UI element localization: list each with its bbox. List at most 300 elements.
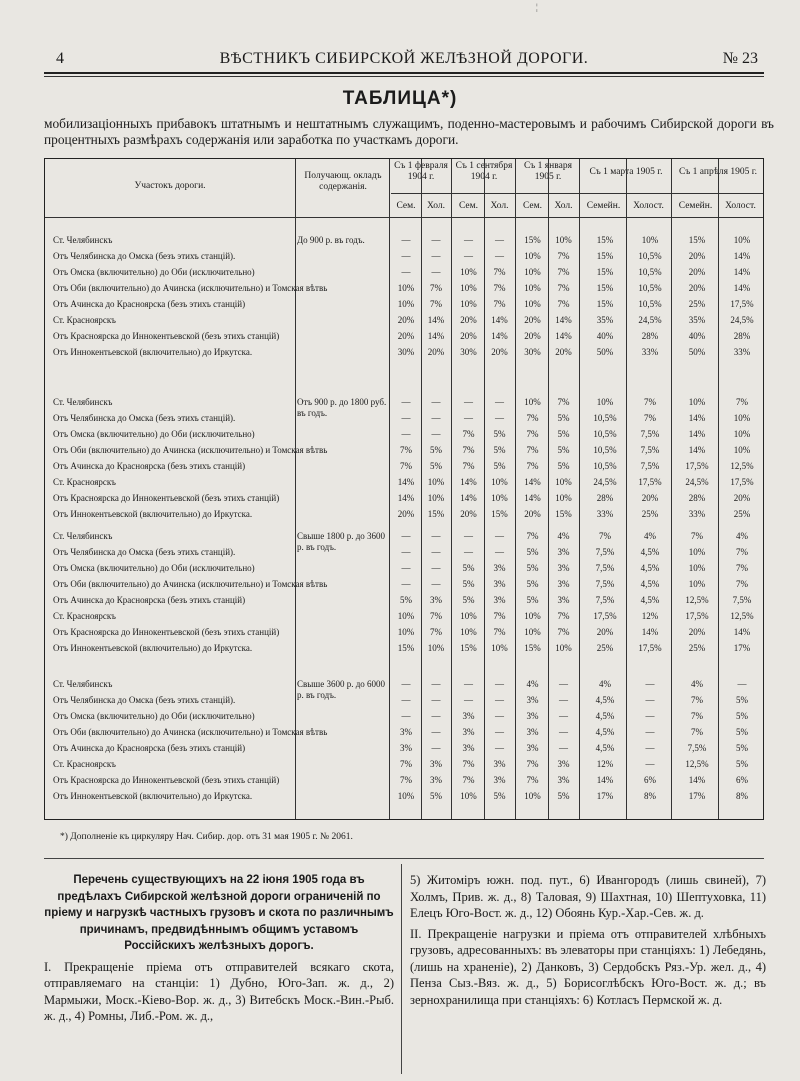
percent-cell: 10% (596, 397, 614, 407)
percent-cell: 25% (688, 643, 706, 653)
col-header-period-2: Съ 1 сентября 1904 г. (455, 161, 513, 182)
percent-cell: 10% (460, 611, 477, 621)
percent-cell: 15% (688, 235, 706, 245)
percent-cell: 17,5% (638, 477, 662, 487)
percent-cell: 7% (736, 547, 748, 557)
percent-cell: 25% (596, 643, 614, 653)
percent-cell: 14% (641, 627, 659, 637)
percent-cell: 4% (644, 531, 656, 541)
percent-cell: 5% (557, 791, 570, 801)
percent-cell: — (495, 743, 504, 753)
header-rule (44, 76, 764, 77)
percent-cell: 5% (736, 711, 748, 721)
percent-cell: 12% (641, 611, 659, 621)
station-label: Ст. Красноярскъ (53, 759, 116, 769)
percent-cell: 10% (427, 643, 445, 653)
percent-cell: 3% (557, 563, 570, 573)
percent-cell: 7% (400, 775, 412, 785)
percent-cell: 7,5% (640, 445, 660, 455)
sub-header-single-4: Холост. (633, 201, 664, 211)
edge-mark: ¦ (536, 2, 538, 12)
percent-cell: — (431, 711, 441, 721)
percent-cell: 3% (557, 775, 570, 785)
column-divider (401, 864, 402, 1074)
percent-cell: 3% (493, 595, 506, 605)
percent-cell: 4% (557, 531, 570, 541)
percent-cell: — (431, 579, 441, 589)
percent-cell: 20% (555, 347, 572, 357)
percent-cell: 10% (641, 235, 659, 245)
table-row (45, 775, 761, 785)
section-rule (44, 858, 764, 859)
percent-cell: 7% (526, 759, 539, 769)
percent-cell: — (495, 397, 504, 407)
percent-cell: — (645, 759, 655, 769)
percent-cell: 25% (641, 509, 659, 519)
percent-cell: — (495, 547, 504, 557)
station-label: Отъ Иннокентьевской (включительно) до Иркутска. (53, 643, 253, 653)
station-label: Отъ Челябинска до Омска (безъ этихъ станцій). (53, 695, 236, 705)
percent-cell: — (401, 397, 411, 407)
percent-cell: 20% (688, 251, 706, 261)
percent-cell: 10% (688, 397, 706, 407)
station-label: Отъ Оби (включительно) до Ачинска (исключительно) и Томская вѣтвь (53, 283, 328, 293)
percent-cell: 3% (462, 727, 475, 737)
percent-cell: 8% (736, 791, 748, 801)
percent-cell: 7% (557, 283, 570, 293)
percent-cell: 28% (596, 493, 614, 503)
percent-cell: — (401, 413, 411, 423)
percent-cell: 10% (397, 791, 415, 801)
percent-cell: 7% (691, 531, 703, 541)
percent-cell: 25% (733, 509, 751, 519)
table-row (45, 461, 761, 471)
percent-cell: 7% (462, 461, 475, 471)
percent-cell: 5% (462, 579, 475, 589)
percent-cell: 15% (397, 643, 415, 653)
percent-cell: — (401, 547, 411, 557)
percent-cell: — (431, 267, 441, 277)
percent-cell: 10,5% (593, 429, 617, 439)
percent-cell: 28% (733, 331, 751, 341)
percent-cell: 14% (460, 477, 477, 487)
table-row (45, 283, 761, 293)
percent-cell: 12,5% (685, 595, 709, 605)
col-header-period-3: Съ 1 января 1905 г. (524, 161, 572, 182)
percent-cell: 30% (460, 347, 477, 357)
col-header-salary: Получающ. окладъ содержанія. (304, 171, 382, 192)
percent-cell: 7% (526, 461, 539, 471)
station-label: Отъ Красноярска до Иннокентьевской (безъ этихъ станцій) (53, 331, 280, 341)
percent-cell: 14% (688, 413, 706, 423)
percent-cell: 15% (491, 509, 508, 519)
percent-cell: 20% (596, 627, 614, 637)
sub-header-single-1: Хол. (426, 201, 445, 211)
issue-number: № 23 (722, 50, 758, 67)
percent-cell: 3% (493, 775, 506, 785)
percent-cell: 10% (733, 413, 751, 423)
percent-cell: 25% (688, 299, 706, 309)
percent-cell: 10% (427, 477, 445, 487)
percent-cell: — (431, 251, 441, 261)
percent-cell: 14% (688, 775, 706, 785)
percent-cell: 20% (688, 267, 706, 277)
col-header-period-5: Съ 1 апрѣля 1905 г. (679, 167, 757, 177)
sub-header-single-3: Хол. (554, 201, 573, 211)
percent-cell: 3% (462, 743, 475, 753)
percent-cell: 5% (526, 563, 539, 573)
percent-cell: 30% (524, 347, 541, 357)
station-label: Отъ Омска (включительно) до Оби (исключительно) (53, 563, 255, 573)
percent-cell: 17,5% (593, 611, 617, 621)
percent-cell: 10% (555, 235, 572, 245)
percent-cell: — (464, 251, 473, 261)
header-subline (391, 193, 763, 194)
percent-cell: 10% (491, 643, 508, 653)
percent-cell: 7% (526, 413, 539, 423)
table-row (45, 563, 761, 573)
percent-cell: — (431, 563, 441, 573)
table-subtitle: мобилизаціонныхъ прибавокъ штатнымъ и нештатнымъ служащимъ, поденно-мастеровымъ и рабочимъ Сибирской дороги въ процентныхъ размѣрахъ содержанія или заработка по участкамъ дороги. (44, 116, 774, 147)
percent-cell: 10% (555, 643, 572, 653)
percent-cell: 40% (688, 331, 706, 341)
percent-cell: 5% (526, 579, 539, 589)
percent-cell: 10% (524, 283, 541, 293)
percent-cell: 24,5% (730, 315, 754, 325)
station-label: Отъ Оби (включительно) до Ачинска (исключительно) и Томская вѣтвь (53, 579, 328, 589)
percent-cell: — (401, 531, 411, 541)
percent-cell: 10,5% (593, 413, 617, 423)
percent-cell: 33% (733, 347, 751, 357)
percent-cell: 7% (691, 727, 703, 737)
percent-cell: 10% (733, 235, 751, 245)
percent-cell: 24,5% (685, 477, 709, 487)
col-header-section: Участокъ дороги. (134, 181, 206, 191)
percent-cell: 14% (555, 315, 572, 325)
percent-cell: — (431, 397, 441, 407)
percent-cell: 3% (462, 711, 475, 721)
percent-cell: — (464, 547, 473, 557)
percent-cell: 8% (644, 791, 656, 801)
percent-cell: 7% (400, 461, 412, 471)
percent-cell: 7% (691, 711, 703, 721)
station-label: Отъ Красноярска до Иннокентьевской (безъ этихъ станцій) (53, 775, 280, 785)
percent-cell: 10% (397, 611, 415, 621)
percent-cell: 10% (524, 397, 541, 407)
right-column (410, 872, 766, 1008)
percent-cell: 14% (397, 493, 415, 503)
percent-cell: 40% (596, 331, 614, 341)
percent-cell: 7,5% (732, 595, 752, 605)
table-row (45, 743, 761, 753)
sub-header-fam-5: Семейн. (678, 201, 713, 211)
percent-cell: 5% (526, 595, 539, 605)
percent-cell: — (559, 727, 568, 737)
percent-cell: 5% (526, 547, 539, 557)
list-heading: Перечень существующихъ на 22 іюня 1905 года въ предѣлахъ Сибирской желѣзной дороги ограниченій по пріему и нагрузкѣ частныхъ грузовъ и скота по различнымъ причинамъ, предвидѣннымъ общимъ уставомъ Россійскихъ желѣзныхъ дорогъ. (44, 874, 394, 952)
percent-cell: 20% (524, 315, 541, 325)
percent-cell: 3% (526, 743, 539, 753)
percent-cell: 4% (736, 531, 748, 541)
percent-cell: 24,5% (593, 477, 617, 487)
percent-cell: 4% (691, 679, 703, 689)
station-label: Отъ Оби (включительно) до Ачинска (исключительно) и Томская вѣтвь (53, 727, 328, 737)
sub-header-fam-3: Сем. (522, 201, 543, 211)
table-row (45, 267, 761, 277)
percent-cell: 5% (493, 429, 506, 439)
percent-cell: 10% (555, 493, 572, 503)
station-label: Отъ Красноярска до Иннокентьевской (безъ этихъ станцій) (53, 493, 280, 503)
footnote: *) Дополненіе къ циркуляру Нач. Сибир. дор. отъ 31 мая 1905 г. № 2061. (60, 832, 353, 842)
station-label: Ст. Челябинскъ (53, 397, 113, 407)
station-label: Ст. Красноярскъ (53, 477, 116, 487)
percent-cell: — (464, 397, 473, 407)
percent-cell: 6% (644, 775, 656, 785)
table-row (45, 413, 761, 423)
percent-cell: 20% (460, 315, 477, 325)
percent-cell: 14% (733, 267, 751, 277)
percent-cell: 15% (596, 235, 614, 245)
percent-cell: 10% (460, 299, 477, 309)
percent-cell: — (464, 695, 473, 705)
sub-header-fam-4: Семейн. (586, 201, 621, 211)
percent-cell: — (431, 531, 441, 541)
percent-cell: 7% (526, 429, 539, 439)
percent-cell: 10% (688, 579, 706, 589)
percent-cell: 15% (460, 643, 477, 653)
table-row (45, 347, 761, 357)
percent-cell: 20% (460, 331, 477, 341)
salary-bracket: Свыше 3600 р. до 6000 р. въ годъ. (297, 679, 386, 700)
percent-cell: 7% (493, 299, 506, 309)
station-label: Отъ Ачинска до Красноярска (безъ этихъ станцій) (53, 595, 246, 605)
percent-cell: 10% (460, 283, 477, 293)
percent-cell: 20% (397, 331, 415, 341)
percent-cell: 10% (524, 627, 541, 637)
percent-cell: 35% (596, 315, 614, 325)
percent-cell: 14% (688, 429, 706, 439)
percent-cell: 7% (736, 579, 748, 589)
percent-cell: 3% (493, 579, 506, 589)
table-row (45, 679, 761, 689)
percent-cell: — (495, 413, 504, 423)
percent-cell: 4,5% (595, 743, 615, 753)
percent-cell: 33% (596, 509, 614, 519)
percent-cell: 3% (557, 547, 570, 557)
percent-cell: 7% (430, 283, 442, 293)
table-row (45, 531, 761, 541)
station-label: Отъ Иннокентьевской (включительно) до Иркутска. (53, 347, 253, 357)
percent-cell: 10% (491, 477, 508, 487)
percent-cell: 7% (493, 267, 506, 277)
percent-cell: 20% (688, 283, 706, 293)
percent-cell: 14% (491, 331, 508, 341)
journal-title: ВѢСТНИКЪ СИБИРСКОЙ ЖЕЛѢЗНОЙ ДОРОГИ. (219, 50, 589, 67)
percent-cell: 20% (688, 627, 706, 637)
percent-cell: 3% (430, 595, 442, 605)
percent-cell: 10% (524, 299, 541, 309)
percent-cell: 20% (524, 331, 541, 341)
station-label: Ст. Челябинскъ (53, 679, 113, 689)
percent-cell: 7% (430, 627, 442, 637)
percent-cell: 17,5% (685, 611, 709, 621)
left-column (44, 872, 394, 1025)
percent-cell: 14% (524, 493, 541, 503)
percent-cell: 10% (427, 493, 445, 503)
station-label: Отъ Ачинска до Красноярска (безъ этихъ станцій) (53, 299, 246, 309)
percent-cell: — (401, 235, 411, 245)
percent-cell: 20% (460, 509, 477, 519)
percent-cell: 10% (524, 251, 541, 261)
percent-cell: — (464, 413, 473, 423)
percent-cell: 20% (733, 493, 751, 503)
station-label: Отъ Ачинска до Красноярска (безъ этихъ станцій) (53, 743, 246, 753)
percent-cell: — (645, 695, 655, 705)
percent-cell: 10,5% (638, 267, 662, 277)
percent-cell: 10% (524, 267, 541, 277)
percent-cell: — (464, 531, 473, 541)
percent-cell: — (495, 251, 504, 261)
list-paragraph-2: 5) Житоміръ южн. под. пут., 6) Ивангородъ (лишь свиней), 7) Холмъ, Прив. ж. д., 8) Таловая, 9) Шахтная, 10) Шептуховка, 11) Елецъ Юго-Вост. ж. д., 12) Обоянь Кур.-Хар.-Сев. ж. д. (410, 873, 766, 920)
percent-cell: 15% (524, 643, 541, 653)
percent-cell: 10% (524, 611, 541, 621)
percent-cell: 20% (397, 315, 415, 325)
page-number: 4 (56, 50, 64, 67)
percent-cell: — (495, 695, 504, 705)
percent-cell: — (431, 679, 441, 689)
percent-cell: 10% (733, 445, 751, 455)
percent-cell: 7% (526, 531, 539, 541)
sub-header-fam-1: Сем. (396, 201, 416, 211)
percent-cell: 24,5% (638, 315, 662, 325)
percent-cell: 4,5% (595, 727, 615, 737)
percent-cell: — (559, 711, 568, 721)
percent-cell: 3% (493, 563, 506, 573)
percent-cell: 10% (397, 627, 415, 637)
percent-cell: 15% (555, 509, 572, 519)
percent-cell: 15% (596, 251, 614, 261)
table-row (45, 595, 761, 605)
percent-cell: 5% (493, 791, 506, 801)
percent-cell: 7% (526, 775, 539, 785)
percent-cell: 3% (526, 727, 539, 737)
percent-cell: 4,5% (640, 563, 660, 573)
percent-cell: 4,5% (640, 547, 660, 557)
percent-cell: — (495, 531, 504, 541)
percent-cell: 14% (397, 477, 415, 487)
percent-cell: — (464, 679, 473, 689)
percent-cell: — (431, 547, 441, 557)
percent-cell: 28% (641, 331, 659, 341)
percent-cell: 7% (430, 299, 442, 309)
percent-cell: 4,5% (640, 595, 660, 605)
percent-cell: — (559, 679, 568, 689)
percent-cell: — (401, 711, 411, 721)
percent-cell: 7% (557, 397, 570, 407)
percent-cell: — (431, 413, 441, 423)
station-label: Отъ Челябинска до Омска (безъ этихъ станцій). (53, 413, 236, 423)
percent-cell: 17,5% (685, 461, 709, 471)
percent-cell: 5% (736, 727, 748, 737)
table-row (45, 791, 761, 801)
station-label: Отъ Челябинска до Омска (безъ этихъ станцій). (53, 547, 236, 557)
salary-bracket: До 900 р. въ годъ. (297, 235, 365, 245)
percent-cell: 6% (736, 775, 748, 785)
percent-cell: 14% (733, 283, 751, 293)
percent-cell: 7% (400, 445, 412, 455)
percent-cell: 7% (691, 695, 703, 705)
percent-cell: — (495, 235, 504, 245)
percent-cell: 35% (688, 315, 706, 325)
percent-cell: 4% (526, 679, 539, 689)
table-row (45, 477, 761, 487)
station-label: Отъ Омска (включительно) до Оби (исключительно) (53, 711, 255, 721)
percent-cell: 7,5% (640, 429, 660, 439)
percent-cell: 7% (557, 627, 570, 637)
percent-cell: 7% (557, 267, 570, 277)
table-row (45, 627, 761, 637)
percent-cell: 50% (596, 347, 614, 357)
station-label: Отъ Иннокентьевской (включительно) до Иркутска. (53, 791, 253, 801)
percent-cell: 5% (736, 695, 748, 705)
percent-cell: 7% (462, 429, 475, 439)
percent-cell: 4,5% (595, 711, 615, 721)
table-row (45, 509, 761, 519)
percent-cell: 10% (688, 547, 706, 557)
table-title: ТАБЛИЦА*) (342, 88, 458, 109)
table-row (45, 429, 761, 439)
percent-cell: 17% (688, 791, 706, 801)
percent-cell: 3% (557, 759, 570, 769)
percent-cell: 14% (524, 477, 541, 487)
station-label: Отъ Омска (включительно) до Оби (исключительно) (53, 429, 255, 439)
percent-cell: — (645, 679, 655, 689)
percent-cell: 17,5% (730, 299, 754, 309)
percent-cell: — (431, 235, 441, 245)
percent-cell: — (495, 711, 504, 721)
percent-cell: 20% (427, 347, 445, 357)
table-row (45, 331, 761, 341)
list-paragraph-1: I. Прекращеніе пріема отъ отправителей всякаго скота, отправляемаго на станціи: 1) Дубно, Юго-Зап. ж. д., 2) Мармыжи, Моск.-Кіево-Вор. ж. д., 3) Витебскъ Моск.-Вин.-Рыб. ж. д., 4) Ромны, Либ.-Ром. ж. д., (44, 959, 394, 1023)
percent-cell: 7% (736, 397, 748, 407)
percent-cell: — (737, 679, 747, 689)
percent-cell: 3% (430, 775, 442, 785)
percent-cell: 7% (557, 251, 570, 261)
percent-cell: 5% (557, 445, 570, 455)
percent-cell: 5% (557, 413, 570, 423)
percent-cell: — (559, 695, 568, 705)
percent-cell: 10% (460, 791, 477, 801)
percent-cell: 15% (596, 283, 614, 293)
percent-cell: 7% (493, 627, 506, 637)
percent-cell: 14% (688, 445, 706, 455)
station-label: Ст. Челябинскъ (53, 531, 113, 541)
percent-cell: 7% (400, 759, 412, 769)
percent-cell: 10% (397, 283, 415, 293)
col-header-period-1: Съ 1 февраля 1904 г. (394, 161, 448, 182)
salary-bracket: Отъ 900 р. до 1800 руб. въ годъ. (297, 397, 387, 418)
percent-cell: 3% (557, 579, 570, 589)
table-row (45, 727, 761, 737)
percent-cell: 12% (596, 759, 614, 769)
percent-cell: 10% (460, 627, 477, 637)
percent-cell: 10% (688, 563, 706, 573)
percent-cell: 17% (733, 643, 751, 653)
percent-cell: 33% (688, 509, 706, 519)
percent-cell: 5% (462, 595, 475, 605)
percent-cell: 28% (688, 493, 706, 503)
table-row (45, 397, 761, 407)
